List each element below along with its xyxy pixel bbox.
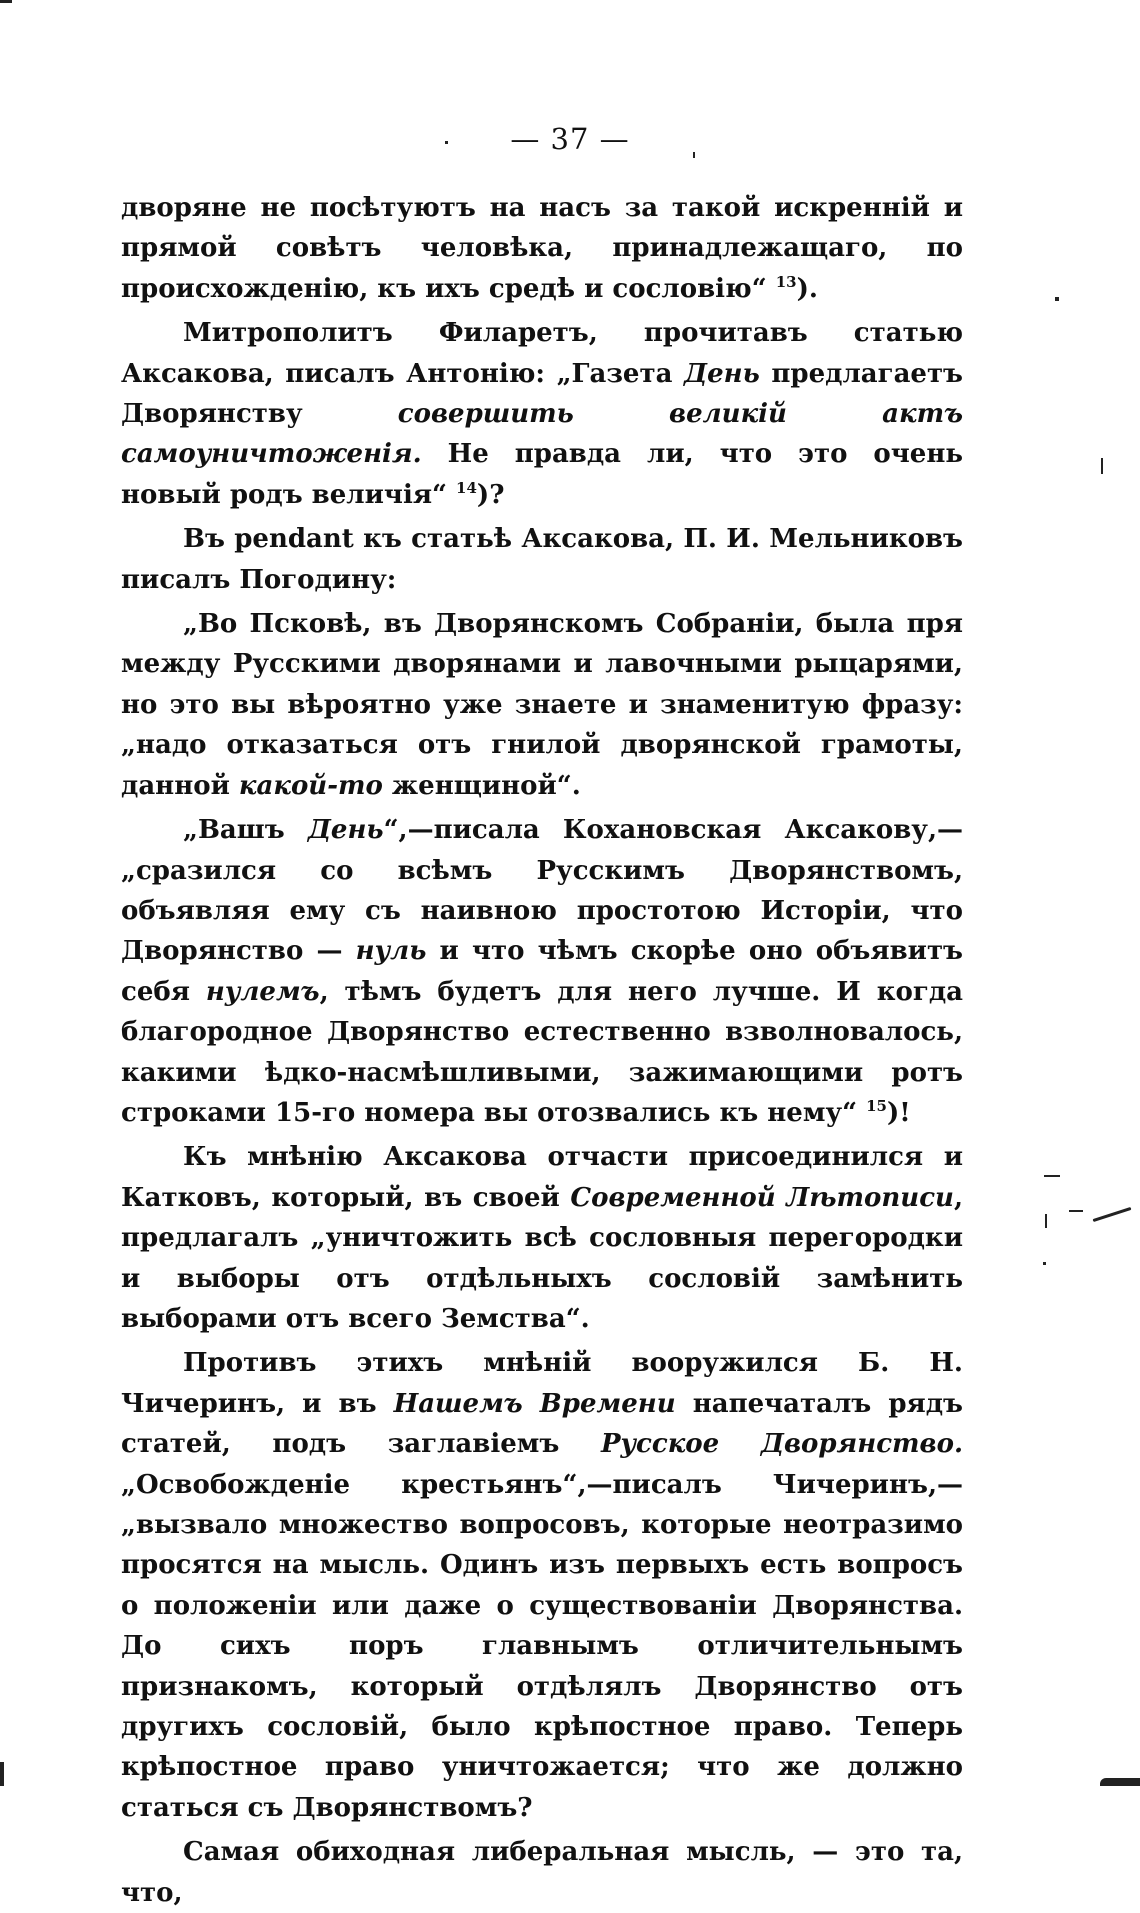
text-run: Въ pendant къ статьѣ Аксакова, П. И. Мельниковъ писалъ Погодину: bbox=[121, 524, 963, 595]
paragraph-p5 bbox=[121, 810, 963, 1133]
paragraph-p3 bbox=[121, 519, 963, 600]
text-run: Не правда ли, что это очень новый родъ величія“ bbox=[121, 439, 963, 510]
text-run: женщиной“. bbox=[382, 770, 581, 801]
paragraph-p8 bbox=[121, 1832, 963, 1913]
footnote-ref: 14 bbox=[456, 478, 477, 497]
page-body bbox=[121, 188, 963, 1913]
italic-text: какой-то bbox=[238, 770, 383, 801]
paragraph-p6 bbox=[121, 1137, 963, 1339]
scan-mark bbox=[445, 141, 448, 144]
paragraph-p1 bbox=[121, 188, 963, 309]
text-run: „Вашъ bbox=[183, 815, 308, 846]
text-run: )! bbox=[886, 1097, 911, 1128]
scan-mark bbox=[693, 152, 695, 158]
italic-text: День bbox=[684, 358, 760, 389]
scan-mark bbox=[1093, 1207, 1132, 1222]
italic-text: Русское Дворянство. bbox=[600, 1429, 963, 1460]
text-run: „Освобожденіе крестьянъ“,—писалъ Чичеринъ,—„вызвало множество вопросовъ, которые неотразимо просятся на мысль. Одинъ изъ первыхъ есть вопросъ о положеніи или даже о существованіи Дворянства. До сихъ поръ главнымъ отличительнымъ признакомъ, который отдѣлялъ Дворянство отъ другихъ сословій, было крѣпостное право. Теперь крѣпостное право уничтожается; что же должно статься съ Дворянствомъ? bbox=[121, 1469, 963, 1823]
italic-text: Современной Лѣтописи bbox=[570, 1182, 954, 1213]
text-run: Митрополитъ Филаретъ, прочитавъ статью Аксакова, писалъ Антонію: „Газета bbox=[121, 318, 963, 389]
text-run: )? bbox=[476, 479, 505, 510]
text-run: Къ мнѣнію Аксакова отчасти присоединился и Катковъ, который, въ своей bbox=[121, 1142, 963, 1213]
text-run: Самая обиходная либеральная мысль, — это та, что, bbox=[121, 1837, 963, 1908]
scan-mark bbox=[1055, 297, 1059, 301]
italic-text: нулемъ bbox=[205, 976, 320, 1007]
scan-mark bbox=[0, 0, 12, 3]
italic-text: нуль bbox=[355, 936, 427, 967]
paragraph-p7 bbox=[121, 1343, 963, 1828]
text-run: “,—писала Кохановская Аксакову,—„сразился со всѣмъ Русскимъ Дворянствомъ, объявляя ему съ наивною простотою Исторіи, что Дворянство — bbox=[121, 815, 963, 967]
scan-mark bbox=[1069, 1210, 1083, 1212]
text-run: ). bbox=[796, 273, 818, 304]
footnote-ref: 15 bbox=[866, 1096, 887, 1115]
text-run: и что чѣмъ скорѣе оно объявитъ себя bbox=[121, 936, 963, 1007]
scan-mark bbox=[1101, 458, 1103, 474]
text-run: Противъ этихъ мнѣній вооружился Б. Н. Чичеринъ, и въ bbox=[121, 1348, 963, 1419]
text-run: „Во Псковѣ, въ Дворянскомъ Собраніи, была пря между Русскими дворянами и лавочными рыцарями, но это вы вѣроятно уже знаете и знаменитую фразу: „надо отказаться отъ гнилой дворянской грамоты, данной bbox=[121, 609, 963, 801]
paragraph-p2 bbox=[121, 313, 963, 515]
italic-text: Нашемъ Времени bbox=[393, 1388, 676, 1419]
footnote-ref: 13 bbox=[775, 272, 797, 291]
scan-mark bbox=[1043, 1262, 1046, 1265]
scan-mark bbox=[1100, 1778, 1140, 1786]
text-run: напечаталъ рядъ статей, подъ заглавіемъ bbox=[121, 1388, 963, 1460]
paragraph-p4 bbox=[121, 604, 963, 806]
text-run: предлагаетъ Дворянству bbox=[121, 358, 964, 430]
text-run: дворяне не посѣтуютъ на насъ за такой искренній и прямой совѣтъ человѣка, принадлежащаго, по происхожденію, къ ихъ средѣ и сословію“ bbox=[121, 193, 963, 304]
page-number: — 37 — bbox=[510, 122, 630, 156]
scan-mark bbox=[1044, 1175, 1060, 1177]
scan-mark bbox=[1045, 1214, 1047, 1228]
italic-text: совершить великій актъ самоуничтоженія. bbox=[121, 399, 963, 470]
scan-mark bbox=[0, 1762, 4, 1786]
text-run: , тѣмъ будетъ для него лучше. И когда благородное Дворянство естественно взволновалось, какими ѣдко-насмѣшливыми, зажимающими ротъ строками 15-го номера вы отозвались къ нему“ bbox=[121, 976, 963, 1128]
italic-text: День bbox=[307, 815, 384, 846]
text-run: , предлагалъ „уничтожить всѣ сословныя перегородки и выборы отъ отдѣльныхъ сословій замѣнить выборами отъ всего Земства“. bbox=[121, 1182, 963, 1334]
